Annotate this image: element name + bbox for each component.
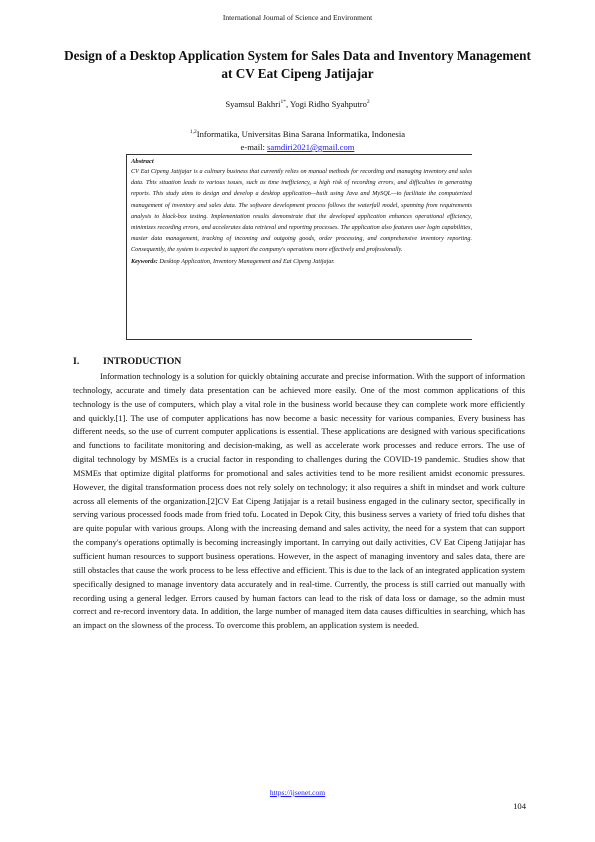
section-title: INTRODUCTION (103, 356, 182, 367)
journal-website-link[interactable]: https://ijsenet.com (269, 788, 326, 797)
paper-title: Design of a Desktop Application System for Sales Data and Inventory Management at CV Eat Cipeng Jatijajar (64, 48, 531, 81)
author-name: Yogi Ridho Syahputro (289, 98, 367, 109)
affiliation-text: Informatika, Universitas Bina Sarana Informatika, Indonesia (196, 128, 406, 139)
email-link[interactable]: samdiri2021@gmail.com (267, 142, 355, 152)
page-number: 104 (513, 801, 526, 811)
author-line (0, 97, 595, 110)
section-heading (73, 356, 181, 368)
keywords-text: Desktop Application, Inventory Management and Eat Cipeng Jatijajar. (157, 257, 335, 265)
affiliation-superscript: 1,2 (189, 129, 197, 135)
author-name: Syamsul Bakhri (225, 98, 281, 109)
abstract-heading: Abstract (131, 158, 154, 165)
section-number: I. (73, 356, 80, 367)
abstract-keywords (131, 256, 472, 267)
author-superscript: 1* (280, 99, 286, 105)
introduction-paragraph (73, 370, 525, 633)
abstract-box (126, 154, 472, 340)
affiliation (0, 127, 595, 140)
abstract-text: CV Eat Cipeng Jatijajar is a culinary business that currently relies on manual methods for recording and managing inventory and sales data. This situation leads to various issues, such as time inefficiency, a high risk of recording errors, and difficulties in generating reports. This study aims to design and develop a desktop application—built using Java and MySQL—to facilitate the computerized management of inventory and sales data. The software development process follows the waterfall model, spanning from requirements analysis to black-box testing. Implementation results demonstrate that the developed application enhances operational efficiency, minimizes recording errors, and accelerates data retrieval and reporting processes. The application also features user login capabilities, master data management, tracking of incoming and outgoing goods, order processing, and comprehensive inventory reporting. Consequently, the system is expected to support the company's operations more effectively and professionally. (131, 168, 472, 254)
footer-url (0, 788, 595, 797)
email-label: e-mail: (240, 142, 268, 152)
email-line (0, 142, 595, 153)
journal-header: International Journal of Science and Environment (222, 13, 373, 22)
author-superscript: 2 (366, 99, 370, 105)
keywords-label: Keywords: (131, 257, 158, 265)
author-separator: , (285, 98, 290, 109)
introduction-text: Information technology is a solution for quickly obtaining accurate and precise information. With the support of information technology, accurate and timely data presentation can be achieved more easily. One of the most common applications of this technology is the use of computers, which play a vital role in the business world because they can complete work more efficiently and quickly.[1]. The use of computer applications has now become a basic necessity for various companies. Every business has different needs, so the use of current computer applications is essential. These applications are designed with various specifications and functions to facilitate monitoring and decision-making, as well as accelerate work processes and reduce errors. The use of digital technology by MSMEs is a crucial factor in responding to challenges during the COVID-19 pandemic. Studies show that MSMEs that optimize digital platforms for promotional and sales activities tend to be more resilient amidst economic pressures. However, the digital transformation process does not rely solely on technology; it also requires a shift in mindset and work culture across all elements of the organization.[2]CV Eat Cipeng Jatijajar is a retail business engaged in the culinary sector, specifically in serving various processed foods made from fried tofu. Located in Depok City, this business serves a variety of fried tofu dishes that are quite popular with various groups. Along with the increasing demand and sales activity, the need for a system that can support the company's operations optimally is becoming increasingly important. In carrying out daily activities, CV Eat Cipeng Jatijajar has sufficient human resources to support business operations. However, in the aspect of managing inventory and sales data, there are still obstacles that cause the work process to be less effective and efficient. This is due to the lack of an integrated application system specifically designed to manage inventory data accurately and in real-time. Currently, the process is still carried out manually with recording using a general ledger. Errors caused by human factors can lead to the risk of data loss or damage, so the admin must correct and re-record inventory data. In addition, the large number of managed item data causes difficulties in searching, which has an impact on the slowness of the process. To overcome this problem, an application system is needed. (73, 371, 525, 631)
